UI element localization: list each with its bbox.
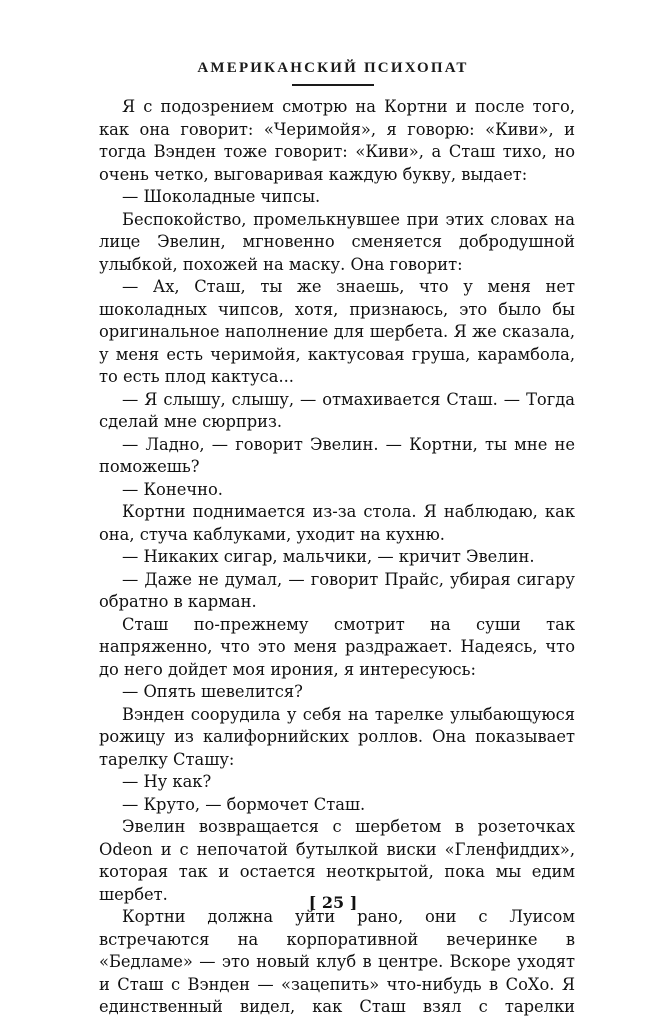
paragraph: Кортни поднимается из-за стола. Я наблюдаю, как она, стуча каблуками, уходит на кухню. [99, 502, 575, 544]
dialogue-line: — Даже не думал, — говорит Прайс, убирая сигару обратно в карман. [99, 569, 575, 611]
dialogue-line: — Ну как? [122, 772, 212, 791]
paragraph: Сташ по-прежнему смотрит на суши так напряженно, что это меня раздражает. Надеясь, что до него дойдет моя ирония, я интересуюсь: [99, 614, 575, 679]
paragraph: Беспокойство, промелькнувшее при этих словах на лице Эвелин, мгновенно сменяется добродушной улыбкой, похожей на маску. Она говорит: [99, 209, 575, 274]
dialogue-line: — Ах, Сташ, ты же знаешь, что у меня нет шоколадных чипсов, хотя, признаюсь, это было бы оригинальное наполнение для шербета. Я же сказала, у меня есть черимойя, кактусовая груша, карамбола, то есть плод кактуса... [99, 277, 575, 386]
running-head-rule [292, 84, 374, 86]
dialogue-line: — Я слышу, слышу, — отмахивается Сташ. — Тогда сделай мне сюрприз. [99, 389, 575, 431]
page-number: [ 25 ] [308, 893, 358, 912]
paragraph: Вэнден соорудила у себя на тарелке улыбающуюся рожицу из калифорнийских роллов. Она показывает тарелку Сташу: [99, 704, 575, 769]
dialogue-line: — Никаких сигар, мальчики, — кричит Эвелин. [122, 547, 535, 566]
dialogue-line: — Конечно. [122, 479, 223, 499]
paragraph: Эвелин возвращается с шербетом в розеточках Odeon и с непочатой бутылкой виски «Гленфиддих», которая так и остается неоткрытой, пока мы едим шербет. [99, 817, 575, 904]
paragraph: Я с подозрением смотрю на Кортни и после того, как она говорит: «Черимойя», я говорю: «Киви», и тогда Вэнден тоже говорит: «Киви», а Сташ тихо, но очень четко, выговаривая каждую букву, выдает: [99, 97, 575, 184]
dialogue-line: — Шоколадные чипсы. [122, 187, 321, 206]
running-head: АМЕРИКАНСКИЙ ПСИХОПАТ [197, 60, 469, 76]
body-text [99, 96, 575, 1019]
dialogue-line: — Круто, — бормочет Сташ. [122, 794, 366, 814]
paragraph: Кортни должна уйти рано, они с Луисом встречаются на корпоративной вечеринке в «Бедламе» — это новый клуб в центре. Вскоре уходят и Сташ с Вэнден — «зацепить» что-нибудь в СоХо. Я единственный видел, как Сташ взял с тарелки [99, 907, 575, 1016]
dialogue-line: — Опять шевелится? [122, 682, 303, 701]
dialogue-line: — Ладно, — говорит Эвелин. — Кортни, ты мне не поможешь? [99, 434, 575, 476]
